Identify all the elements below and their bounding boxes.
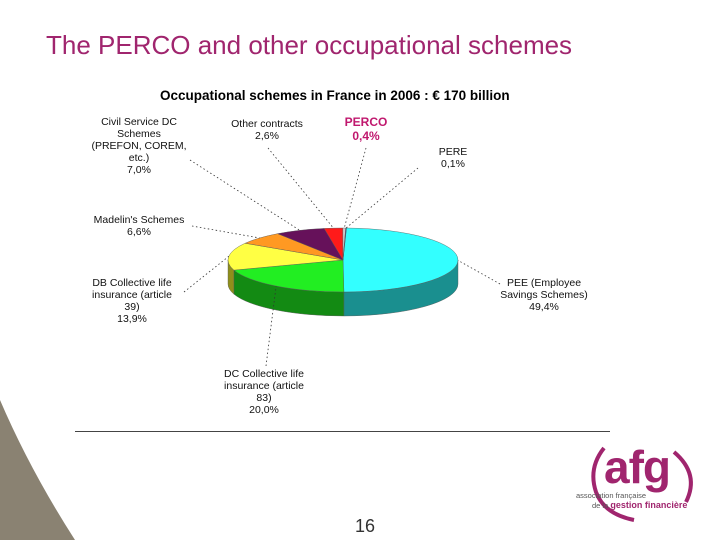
leader-line-3: [346, 168, 418, 228]
chart-title: Occupational schemes in France in 2006 : € 170 billion: [160, 88, 510, 103]
afg-logo-line2: de la gestion financière: [592, 500, 688, 510]
label-dc-collective: DC Collective life insurance (article 83) 20,0%: [224, 368, 304, 416]
page-number: 16: [355, 516, 376, 536]
label-civil-service: Civil Service DC Schemes (PREFON, COREM, etc.) 7,0%: [91, 116, 187, 176]
label-pee: PEE (Employee Savings Schemes) 49,4%: [500, 277, 588, 313]
label-madelin: Madelin's Schemes 6,6%: [93, 214, 185, 238]
footer-divider: [75, 431, 610, 432]
label-other-contracts: Other contracts 2,6%: [231, 118, 303, 142]
leader-line-2: [344, 148, 366, 228]
label-pere: PERE 0,1%: [438, 146, 468, 170]
label-perco: PERCO 0,4%: [344, 115, 388, 143]
label-db-collective: DB Collective life insurance (article 39) 13,9%: [92, 277, 172, 325]
slide-title: The PERCO and other occupational schemes: [46, 30, 573, 60]
leader-line-4: [192, 226, 260, 238]
leader-line-0: [190, 160, 300, 230]
afg-logo-text: afg: [604, 441, 670, 493]
leader-line-5: [184, 256, 229, 292]
afg-logo-line1: association française: [576, 491, 647, 500]
